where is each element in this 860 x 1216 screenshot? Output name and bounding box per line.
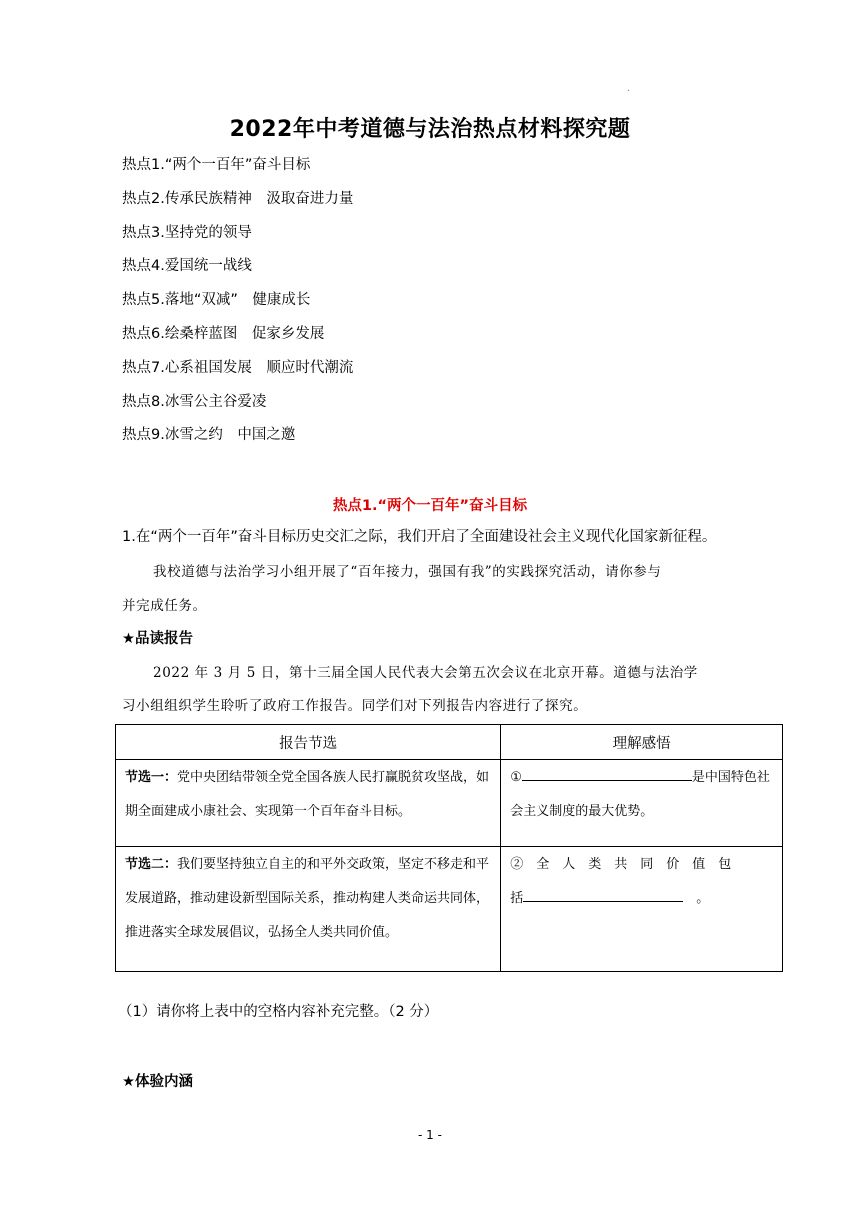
excerpt-cell xyxy=(116,760,501,847)
hotspot-item: 热点3.坚持党的领导 xyxy=(122,224,252,241)
hotspot-item: 热点5.落地“双减” 健康成长 xyxy=(122,292,311,309)
column-header-understanding: 理解感悟 xyxy=(501,725,783,760)
table-row xyxy=(116,760,783,847)
page-title: 2022年中考道德与法治热点材料探究题 xyxy=(229,117,631,142)
answer-cell xyxy=(501,847,783,972)
answer-mid: 括 xyxy=(510,891,524,906)
hotspot-item: 热点7.心系祖国发展 顺应时代潮流 xyxy=(122,359,354,376)
answer-prefix: ① xyxy=(510,770,522,785)
excerpt-text: 我们要坚持独立自主的和平外交政策，坚定不移走和平发展道路，推动建设新型国际关系，推动构建人类命运共同体，推进落实全球发展倡议，弘扬全人类共同价值。 xyxy=(125,857,490,940)
fill-in-blank[interactable] xyxy=(523,887,683,902)
table-header-row xyxy=(116,725,783,760)
answer-suffix: 。 xyxy=(683,891,710,906)
hotspot-item: 热点4.爱国统一战线 xyxy=(122,258,252,275)
hotspot-item: 热点8.冰雪公主谷爱凌 xyxy=(122,393,267,410)
question-task: （1）请你将上表中的空格内容补充完整。（2 分） xyxy=(118,1004,439,1020)
excerpt-lead: 节选二： xyxy=(125,857,178,872)
activity-text-line-2: 并完成任务。 xyxy=(122,598,207,614)
table-row xyxy=(116,847,783,972)
part-heading-experience: ★体验内涵 xyxy=(122,1074,193,1090)
question-intro: 1.在“两个一百年”奋斗目标历史交汇之际，我们开启了全面建设社会主义现代化国家新征程。 xyxy=(122,529,717,545)
report-table xyxy=(115,724,783,972)
fill-in-blank[interactable] xyxy=(522,766,692,781)
part-heading-read-report: ★品读报告 xyxy=(122,631,193,647)
hotspot-item: 热点2.传承民族精神 汲取奋进力量 xyxy=(122,190,354,207)
activity-text-line-1: 我校道德与法治学习小组开展了“百年接力，强国有我”的实践探究活动，请你参与 xyxy=(153,564,662,580)
answer-cell xyxy=(501,760,783,847)
report-text-line-1: 2022 年 3 月 5 日，第十三届全国人民代表大会第五次会议在北京开幕。道德与法治学 xyxy=(153,665,698,681)
report-text-line-2: 习小组组织学生聆听了政府工作报告。同学们对下列报告内容进行了探究。 xyxy=(122,698,588,714)
answer-prefix: ② 全 人 类 共 同 价 值 包 xyxy=(510,857,732,872)
excerpt-cell xyxy=(116,847,501,972)
corner-mark: · xyxy=(627,86,631,97)
hotspot-list xyxy=(122,155,353,459)
section-heading: 热点1.“两个一百年”奋斗目标 xyxy=(332,498,528,514)
hotspot-item: 热点1.“两个一百年”奋斗目标 xyxy=(122,157,311,173)
excerpt-lead: 节选一： xyxy=(125,770,178,785)
page-number: - 1 - xyxy=(418,1128,442,1142)
excerpt-text: 党中央团结带领全党全国各族人民打赢脱贫攻坚战，如期全面建成小康社会、实现第一个百年奋斗目标。 xyxy=(125,770,490,819)
hotspot-item: 热点9.冰雪之约 中国之邀 xyxy=(122,427,296,444)
column-header-excerpt: 报告节选 xyxy=(116,725,501,760)
hotspot-item: 热点6.绘桑梓蓝图 促家乡发展 xyxy=(122,325,325,342)
answer-suffix: 是中国特色社会主义制度的最大优势。 xyxy=(510,770,770,819)
